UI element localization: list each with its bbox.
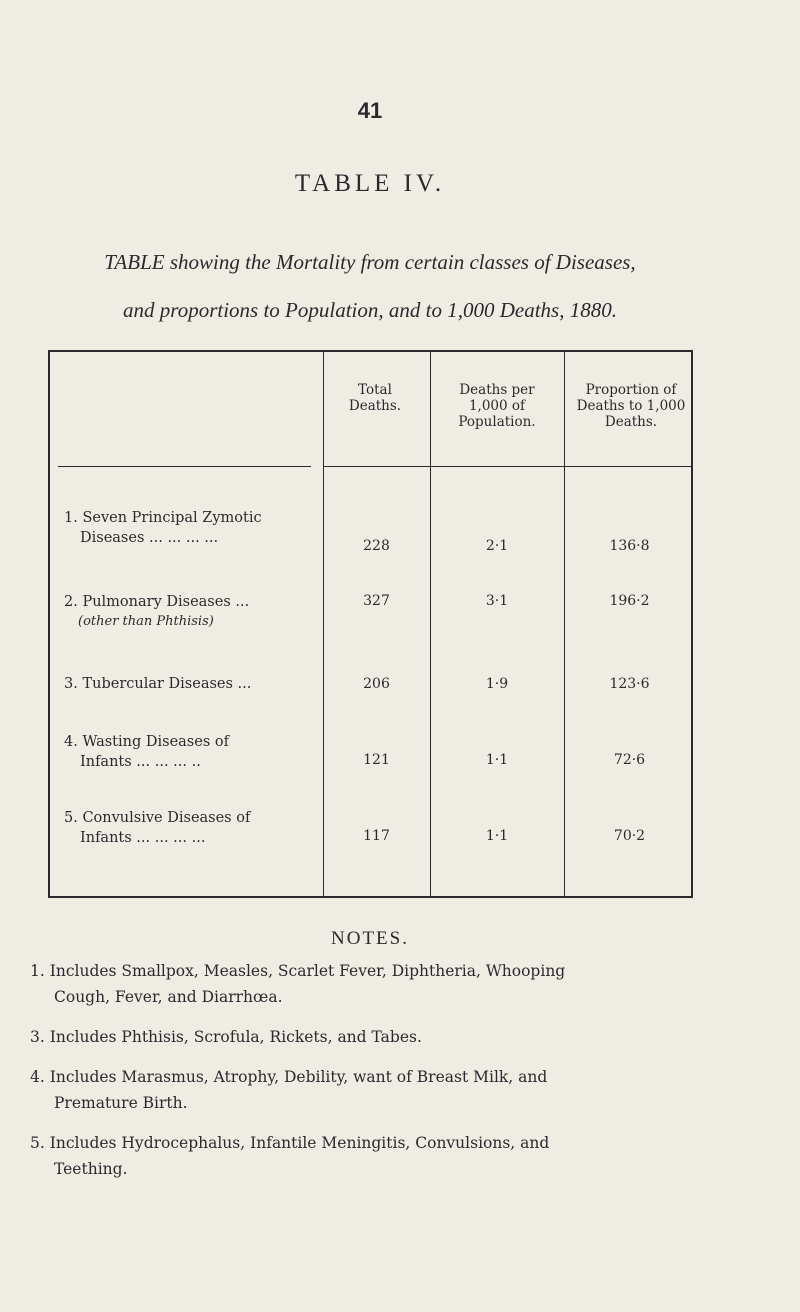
row-label-line: 5. Convulsive Diseases of xyxy=(64,810,251,826)
row-label-line: Diseases ... ... ... ... xyxy=(80,530,219,546)
cell-total: 206 xyxy=(363,676,390,692)
note-line: 4. Includes Marasmus, Atrophy, Debility, want of Breast Milk, and xyxy=(30,1068,548,1086)
cell-per-population: 2·1 xyxy=(485,538,509,554)
cell-total: 327 xyxy=(363,593,390,609)
cell-per-deaths: 196·2 xyxy=(609,593,650,609)
note-line: Teething. xyxy=(54,1160,128,1178)
table-subtitle-line-1: TABLE showing the Mortality from certain classes of Diseases, xyxy=(104,250,636,274)
header-proportion-per-deaths: Proportion of Deaths to 1,000 Deaths. xyxy=(576,382,686,430)
mortality-table xyxy=(48,350,693,898)
note-line: Premature Birth. xyxy=(54,1094,188,1112)
row-label-line: Infants ... ... ... .. xyxy=(80,754,201,770)
cell-per-deaths: 72·6 xyxy=(613,752,646,768)
note-item xyxy=(30,958,720,1010)
note-line: 3. Includes Phthisis, Scrofula, Rickets, and Tabes. xyxy=(30,1028,422,1046)
row-label xyxy=(64,808,326,848)
table-subtitle-line-2: and proportions to Population, and to 1,000 Deaths, 1880. xyxy=(123,298,617,322)
header-rule xyxy=(323,466,693,467)
cell-per-population: 1·1 xyxy=(485,752,509,768)
row-label-line: 2. Pulmonary Diseases ... xyxy=(64,594,250,610)
row-label-note: (other than Phthisis) xyxy=(78,614,214,629)
cell-total: 117 xyxy=(363,828,390,844)
note-line: 1. Includes Smallpox, Measles, Scarlet Fever, Diphtheria, Whooping xyxy=(30,962,566,980)
cell-per-population: 3·1 xyxy=(485,593,509,609)
column-divider xyxy=(564,352,565,896)
row-label-line: 4. Wasting Diseases of xyxy=(64,734,229,750)
note-item xyxy=(30,1064,720,1116)
cell-per-deaths: 70·2 xyxy=(613,828,646,844)
cell-total: 228 xyxy=(363,538,390,554)
note-line: Cough, Fever, and Diarrhœa. xyxy=(54,988,283,1006)
header-rule xyxy=(58,466,311,467)
note-item xyxy=(30,1024,720,1050)
cell-per-deaths: 123·6 xyxy=(609,676,650,692)
row-label xyxy=(64,732,326,772)
row-label-line: Infants ... ... ... ... xyxy=(80,830,206,846)
row-label xyxy=(64,674,326,694)
header-total-deaths: Total Deaths. xyxy=(348,382,402,414)
cell-per-deaths: 136·8 xyxy=(609,538,650,554)
cell-per-population: 1·1 xyxy=(485,828,509,844)
cell-total: 121 xyxy=(363,752,390,768)
column-divider xyxy=(430,352,431,896)
table-heading: TABLE IV. xyxy=(294,170,446,197)
note-item xyxy=(30,1130,720,1182)
cell-per-population: 1·9 xyxy=(485,676,509,692)
row-label-line: 1. Seven Principal Zymotic xyxy=(64,510,262,526)
row-label xyxy=(64,592,326,632)
header-deaths-per-population: Deaths per 1,000 of Population. xyxy=(458,382,536,430)
note-line: 5. Includes Hydrocephalus, Infantile Meningitis, Convulsions, and xyxy=(30,1134,550,1152)
notes-heading: NOTES. xyxy=(331,928,409,949)
page-number: 41 xyxy=(357,98,383,123)
row-label xyxy=(64,508,326,548)
row-label-line: 3. Tubercular Diseases ... xyxy=(64,676,252,692)
